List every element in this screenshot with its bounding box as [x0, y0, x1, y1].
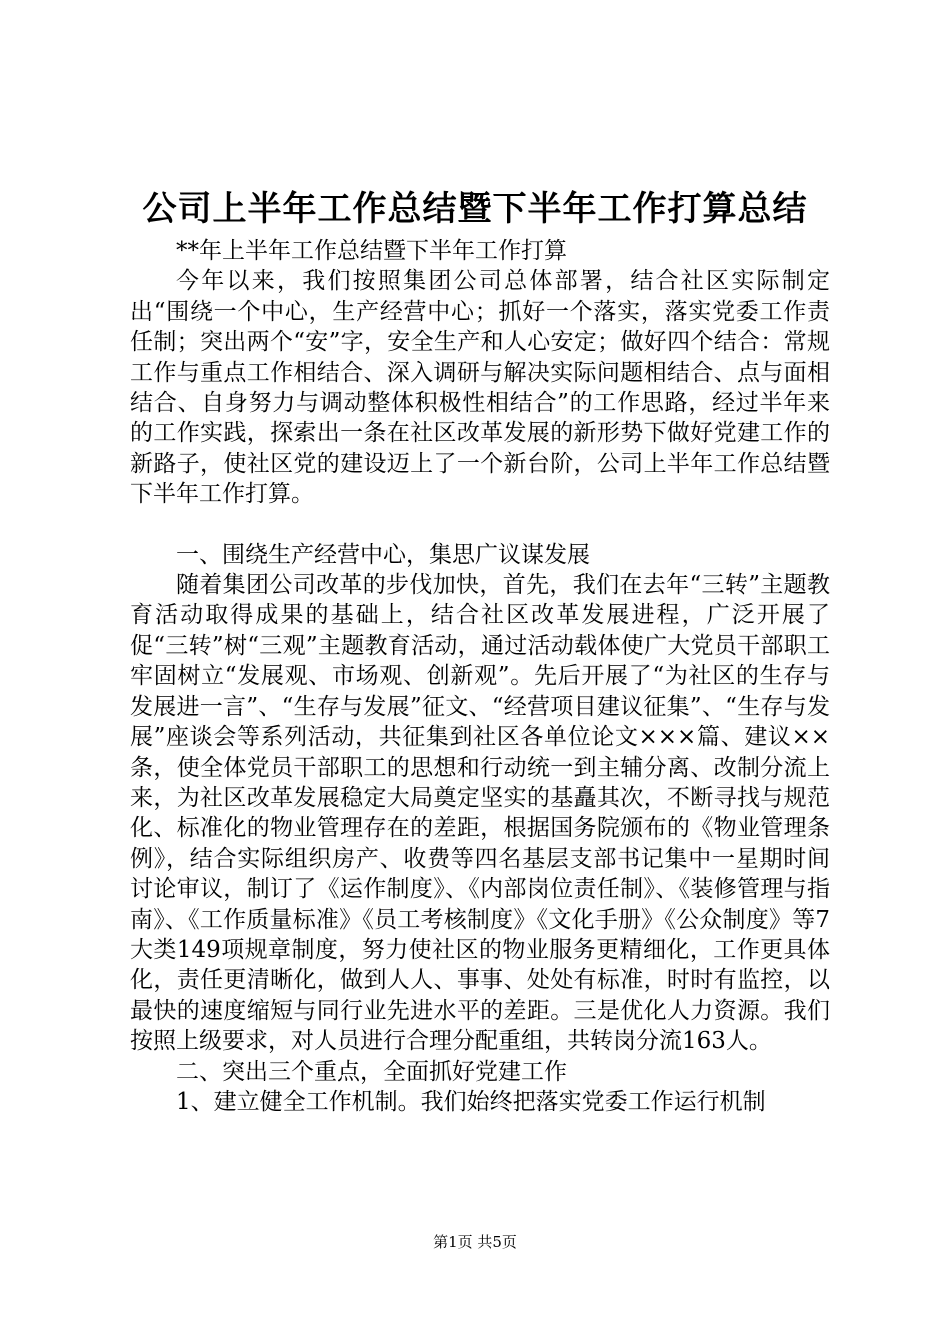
- page-number-footer: 第1页 共5页: [433, 1233, 517, 1251]
- section-heading-1: 一、围绕生产经营中心，集思广议谋发展: [176, 541, 590, 568]
- paragraph-section-2-item-1: 1、建立健全工作机制。我们始终把落实党委工作运行机制: [176, 1088, 766, 1115]
- paragraph-subtitle: **年上半年工作总结暨下半年工作打算: [176, 238, 567, 264]
- document-title: 公司上半年工作总结暨下半年工作打算总结: [142, 189, 808, 229]
- paragraph-intro: 今年以来，我们按照集团公司总体部署，结合社区实际制定出“围绕一个中心，生产经营中心；抓好一个落实，落实党委工作责任制；突出两个“安”字，安全生产和人心安定；做好四个结合：常规工作与重点工作相结合、深入调研与解决实际问题相结合、点与面相结合、自身努力与调动整体积极性相结合”的工作思路，经过半年来的工作实践，探索出一条在社区改革发展的新形势下做好党建工作的新路子，使社区党的建设迈上了一个新台阶，公司上半年工作总结暨下半年工作打算。: [130, 268, 830, 508]
- document-body: [130, 236, 830, 1117]
- paragraph-section-1: 随着集团公司改革的步伐加快，首先，我们在去年“三转”主题教育活动取得成果的基础上，结合社区改革发展进程，广泛开展了促“三转”树“三观”主题教育活动，通过活动载体使广大党员干部职工牢固树立“发展观、市场观、创新观”。先后开展了“为社区的生存与发展进一言”、“生存与发展”征文、“经营项目建议征集”、“生存与发展”座谈会等系列活动，共征集到社区各单位论文×××篇、建议××条，使全体党员干部职工的思想和行动统一到主辅分离、改制分流上来，为社区改革发展稳定大局奠定坚实的基矗其次，不断寻找与规范化、标准化的物业管理存在的差距，根据国务院颁布的《物业管理条例》，结合实际组织房产、收费等四名基层支部书记集中一星期时间讨论审议，制订了《运作制度》、《内部岗位责任制》、《装修管理与指南》、《工作质量标准》《员工考核制度》《文化手册》《公众制度》等7大类149项规章制度，努力使社区的物业服务更精细化，工作更具体化，责任更清晰化，做到人人、事事、处处有标准，时时有监控，以最快的速度缩短与同行业先进水平的差距。三是优化人力资源。我们按照上级要求，对人员进行合理分配重组，共转岗分流163人。: [130, 572, 830, 1055]
- section-heading-2: 二、突出三个重点，全面抓好党建工作: [176, 1058, 567, 1085]
